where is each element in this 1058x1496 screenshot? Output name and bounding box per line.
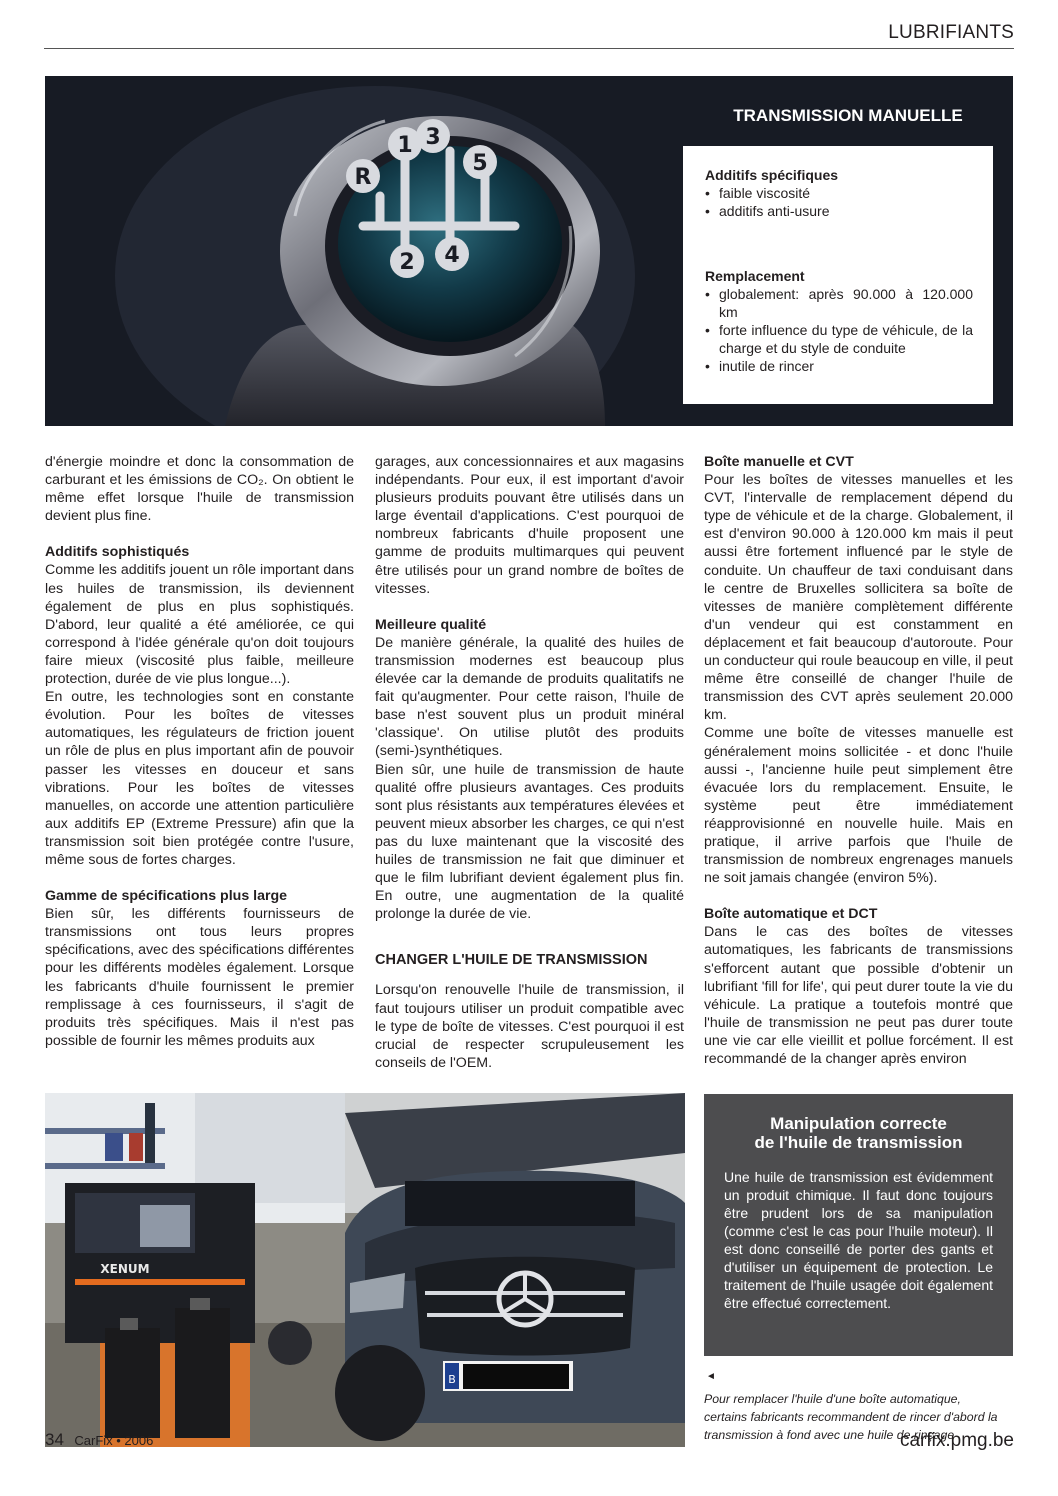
subheading-gamme: Gamme de spécifications plus large xyxy=(45,888,288,905)
machine-brand: XENUM xyxy=(100,1262,150,1276)
knob-label-2: 2 xyxy=(399,250,415,275)
paragraph: garages, aux concessionnaires et aux magasins indépendants. Pour eux, il est important d'avoir plusieurs produits pouvant être utilisés dans un large éventail d'applications. C'est pourquoi de nombreux fabricants d'huile proposent une gamme de produits multimarques qui peuvent être utilisés pour un grand nombre de boîtes de vitesses. xyxy=(375,454,684,597)
article-column-1 xyxy=(45,453,354,1050)
paragraph: En outre, les technologies sont en constante évolution. Pour les boîtes de vitesses automatiques, les régulateurs de friction jouent un rôle de plus en plus important afin de pouvoir passer les vitesses en douceur et sans vibrations. Pour les boîtes de vitesses manuelles, on accorde une attention particulière aux additifs EP (Extreme Pressure) afin que la transmission soit bien protégée contre l'usure, même sous de fortes charges. xyxy=(45,689,354,868)
spec-additifs-title: Additifs spécifiques xyxy=(705,167,839,183)
paragraph: Comme une boîte de vitesses manuelle est généralement moins sollicitée - et donc l'huile aussi -, l'ancienne huile peut simplement être évacuée lors du remplacement. Ensuite, le système peut être immédiatement réapprovisionné en nouvelle huile. Mais en pratique, il arrive parfois que l'huile de transmission de nombreux engrenages manuels ne soit jamais changée (environ 5%). xyxy=(704,725,1013,887)
section-label: LUBRIFIANTS xyxy=(888,22,1014,43)
hero-title: TRANSMISSION MANUELLE xyxy=(733,106,963,125)
paragraph: De manière générale, la qualité des huiles de transmission modernes est beaucoup plus élevée car la demande de produits qualitatifs ne fait qu'augmenter. Pour cette raison, l'huile de base n'est souvent plus un produit minéral 'classique'. On utilise plutôt des produits (semi-)synthétiques. xyxy=(375,634,684,760)
paragraph: Comme les additifs jouent un rôle important dans les huiles de transmission, ils deviennent également de plus en plus sophistiqués. D'abord, leur qualité a été améliorée, ce qui correspond à l'idée générale qu'on doit toujours faire mieux (viscosité plus faible, meilleure protection, durée de vie plus longue...). xyxy=(45,562,354,688)
paragraph: Bien sûr, les différents fournisseurs de transmissions ont tous leurs propres spécifications, avec des spécifications différentes pour les différents modèles également. Lorsque les fabricants d'huile fournissent le premier remplissage à ces fournisseurs, il s'agit de produits très spécifiques. Mais il n'est pas possible de fournir les mêmes produits aux xyxy=(45,906,354,1049)
subheading-manuelle: Boîte manuelle et CVT xyxy=(704,454,854,470)
tip-title xyxy=(704,1114,1013,1152)
article-column-3 xyxy=(704,453,1013,1068)
section-divider xyxy=(44,48,1014,49)
tip-text: Une huile de transmission est évidemment un produit chimique. Il faut donc toujours être prudent lors de sa manipulation (comme c'est le cas pour l'huile moteur). Il est donc conseillé de porter des gants et d'utiliser un équipement de protection. Le traitement de l'huile usagée doit également être effectué correctement. xyxy=(724,1169,993,1311)
spec-item: • faible viscosité xyxy=(705,184,973,202)
spec-box xyxy=(683,146,993,404)
spec-remplacement-list xyxy=(705,285,993,375)
spec-item: • globalement: après 90.000 à 120.000 km xyxy=(705,285,973,321)
spec-item: • inutile de rincer xyxy=(705,357,973,375)
workshop-photo xyxy=(45,1093,685,1447)
spec-remplacement-title: Remplacement xyxy=(705,268,805,284)
spec-item: • forte influence du type de véhicule, de la charge et du style de conduite xyxy=(705,321,973,357)
tip-box xyxy=(704,1094,1013,1356)
spec-additifs-list xyxy=(705,184,993,220)
caption-arrow-icon: ◄ xyxy=(706,1371,716,1382)
footer-url: carfix.pmg.be xyxy=(899,1430,1014,1451)
tip-title-line: de l'huile de transmission xyxy=(754,1133,963,1152)
heading-changer: CHANGER L'HUILE DE TRANSMISSION xyxy=(375,952,648,969)
paragraph: d'énergie moindre et donc la consommation de carburant et les émissions de CO₂. On obtient le même effet lorsque l'huile de transmission devient plus fine. xyxy=(45,454,354,525)
publication-name: CarFix • 2006 xyxy=(74,1433,154,1448)
subheading-qualite: Meilleure qualité xyxy=(375,616,487,633)
page-number: 34 xyxy=(45,1430,64,1449)
tip-title-line: Manipulation correcte xyxy=(770,1114,947,1133)
knob-label-4: 4 xyxy=(444,243,460,268)
knob-label-3: 3 xyxy=(425,125,441,150)
paragraph: Dans le cas des boîtes de vitesses automatiques, les fabricants de transmissions s'efforcent autant que possible d'obtenir un lubrifiant 'fill for life', qui peut durer toute la vie du véhicule. La pratique a toutefois montré que l'huile de transmission ne peut pas durer toute une vie car elle vieillit et pollue forcément. Il est recommandé de la changer après environ xyxy=(704,924,1013,1067)
workshop-illustration xyxy=(45,1093,685,1447)
spec-item: • additifs anti-usure xyxy=(705,202,973,220)
photo-caption: Pour remplacer l'huile d'une boîte automatique, certains fabricants recommandent de rincer d'abord la transmission à fond avec une huile de rinçage xyxy=(704,1392,998,1442)
knob-label-5: 5 xyxy=(472,151,488,176)
paragraph: Lorsqu'on renouvelle l'huile de transmission, il faut toujours utiliser un produit compatible avec le type de boîte de vitesses. C'est pourquoi il est crucial de respecter scrupuleusement les conseils de l'OEM. xyxy=(375,982,684,1071)
knob-label-r: R xyxy=(354,165,372,190)
paragraph: Pour les boîtes de vitesses manuelles et les CVT, l'intervalle de remplacement dépend du type de véhicule et de la charge. Globalement, il est d'environ 90.000 à 120.000 km mais il peut aussi être fortement influencé par le style de conduite. Un chauffeur de taxi conduisant dans le centre de Bruxelles sollicitera sa boîte de vitesses de manière complètement différente d'un vendeur qui est constamment en déplacement et fait beaucoup d'autoroute. Pour un conducteur qui roule beaucoup en ville, il peut même être conseillé de changer l'huile de transmission des CVT après seulement 20.000 km. xyxy=(704,472,1013,724)
article-column-2 xyxy=(375,453,684,1072)
subheading-automatique: Boîte automatique et DCT xyxy=(704,906,878,923)
footer-left xyxy=(45,1430,153,1450)
subheading-additifs: Additifs sophistiqués xyxy=(45,544,190,561)
paragraph: Bien sûr, une huile de transmission de haute qualité offre plusieurs avantages. Ces produits sont plus résistants aux températures élevées et peuvent mieux absorber les charges, ce qui n'est pas du luxe maintenant que la viscosité des huiles de transmission ne fait que diminuer et que le film lubrifiant devient également plus fin. En outre, une augmentation de la qualité prolonge la durée de vie. xyxy=(375,761,684,923)
plate-country: B xyxy=(448,1373,456,1386)
knob-label-1: 1 xyxy=(397,133,413,158)
